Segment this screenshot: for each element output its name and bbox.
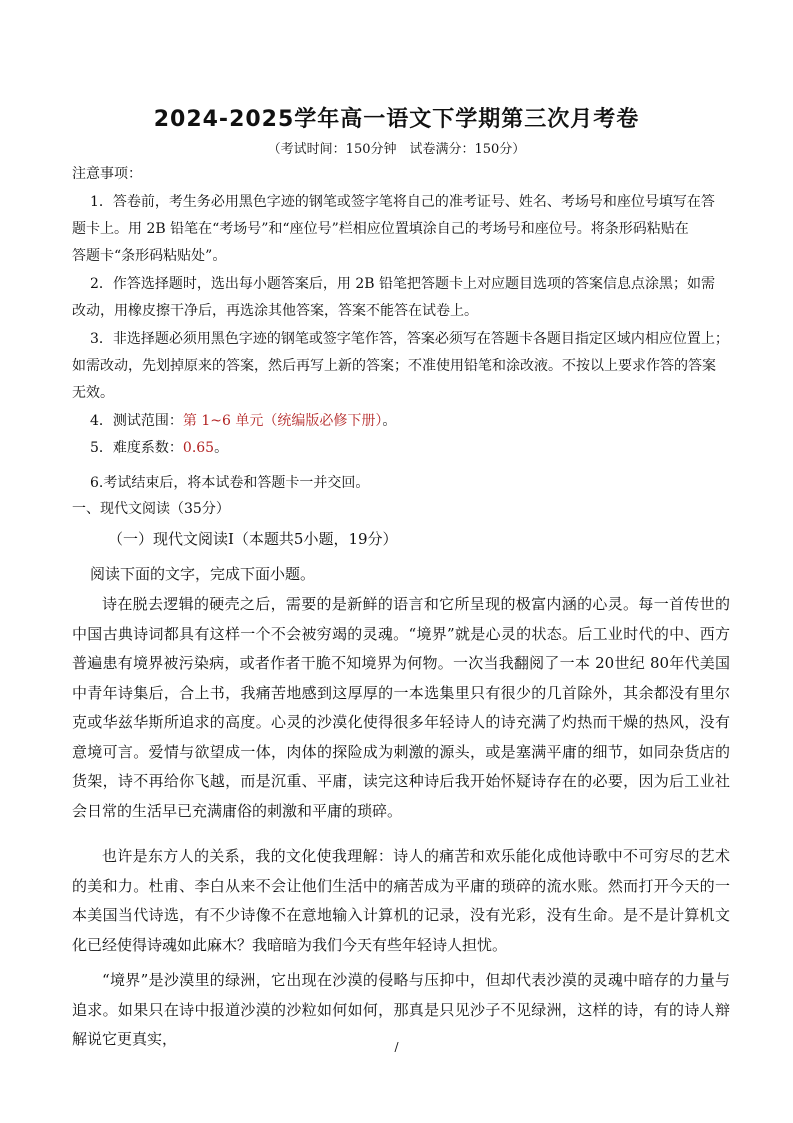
exam-info: （考试时间：150分钟 试卷满分：150分） (267, 142, 526, 157)
notice-item-6: 6.考试结束后，将本试卷和答题卡一并交回。 (90, 475, 370, 491)
page-title: 2024-2025学年高一语文下学期第三次月考卷 (153, 107, 640, 132)
notice-item-2-line-2: 改动，用橡皮擦干净后，再选涂其他答案，答案不能答在试卷上。 (72, 303, 478, 319)
notice-item-5-label: 5．难度系数： (90, 440, 183, 456)
notice-item-1-line-1: 1．答卷前，考生务必用黑色字迹的钢笔或签字笔将自己的准考证号、姓名、考场号和座位号填写在答 (90, 194, 715, 210)
notice-item-3-line-2: 如需改动，先划掉原来的答案，然后再写上新的答案；不准使用铅笔和涂改液。不按以上要求作答的答案 (72, 358, 716, 374)
notice-item-2-line-1: 2．作答选择题时，选出每小题答案后，用 2B 铅笔把答题卡上对应题目选项的答案信息点涂黑；如需 (90, 276, 716, 292)
difficulty-value: 0.65 (182, 440, 215, 456)
notice-item-5-end: 。 (214, 440, 229, 456)
notice-item-4 (90, 410, 750, 430)
passage-paragraph-3: “境界”是沙漠里的绿洲，它出现在沙漠的侵略与压抑中，但却代表沙漠的灵魂中暗存的力量与追求。如果只在诗中报道沙漠的沙粒如何如何，那真是只见沙子不见绿洲，这样的诗，有的诗人辩解说它更真实， (72, 971, 730, 1048)
notice-item-3-line-3: 无效。 (72, 385, 114, 401)
passage-paragraph-2: 也许是东方人的关系，我的文化使我理解：诗人的痛苦和欢乐能化成他诗歌中不可穷尽的艺术的美和力。杜甫、李白从来不会让他们生活中的痛苦成为平庸的琐碎的流水账。然而打开今天的一本美国当代诗选，有不少诗像不在意地输入计算机的记录，没有光彩，没有生命。是不是计算机文化已经使得诗魂如此麻木？我暗暗为我们今天有些年轻诗人担忧。 (72, 847, 730, 954)
notice-item-1-line-3: 答题卡“条形码粘贴处”。 (72, 248, 227, 264)
notice-item-4-end: 。 (382, 413, 397, 429)
passage-paragraph-1: 诗在脱去逻辑的硬壳之后，需要的是新鲜的语言和它所呈现的极富内涵的心灵。每一首传世的中国古典诗词都具有这样一个不会被穷竭的灵魂。“境界”就是心灵的状态。后工业时代的中、西方普遍患有境界被污染病，或者作者干脆不知境界为何物。一次当我翻阅了一本 20世纪 80年代美国中青年诗集后，合上书，我痛苦地感到这厚厚的一本选集里只有很少的几首除外，其余都没有里尔克或华兹华斯所追求的高度。心灵的沙漠化使得很多年轻诗人的诗充满了灼热而干燥的热风，没有意境可言。爱情与欲望成一体，肉体的探险成为刺激的源头，或是塞满平庸的细节，如同杂货店的货架，诗不再给你飞越，而是沉重、平庸，读完这种诗后我开始怀疑诗存在的必要，因为后工业社会日常的生活早已充满庸俗的刺激和平庸的琐碎。 (72, 595, 730, 820)
notice-heading: 注意事项： (72, 166, 142, 182)
test-range-value: 第 1~6 单元（统编版必修下册） (182, 413, 383, 429)
page-footer-marker: / (394, 1040, 399, 1054)
section-heading: 一、现代文阅读（35分） (72, 501, 230, 517)
notice-item-1-line-2: 题卡上。用 2B 铅笔在“考场号”和“座位号”栏相应位置填涂自己的考场号和座位号。将条形码粘贴在 (72, 221, 689, 237)
subsection-heading: （一）现代文阅读Ⅰ（本题共5小题，19分） (108, 530, 398, 548)
notice-item-3-line-1: 3．非选择题必须用黑色字迹的钢笔或签字笔作答，答案必须写在答题卡各题目指定区域内相应位置上； (90, 331, 729, 347)
reading-instruction: 阅读下面的文字，完成下面小题。 (90, 565, 316, 583)
notice-item-5 (90, 437, 750, 457)
notice-item-4-label: 4．测试范围： (90, 413, 183, 429)
